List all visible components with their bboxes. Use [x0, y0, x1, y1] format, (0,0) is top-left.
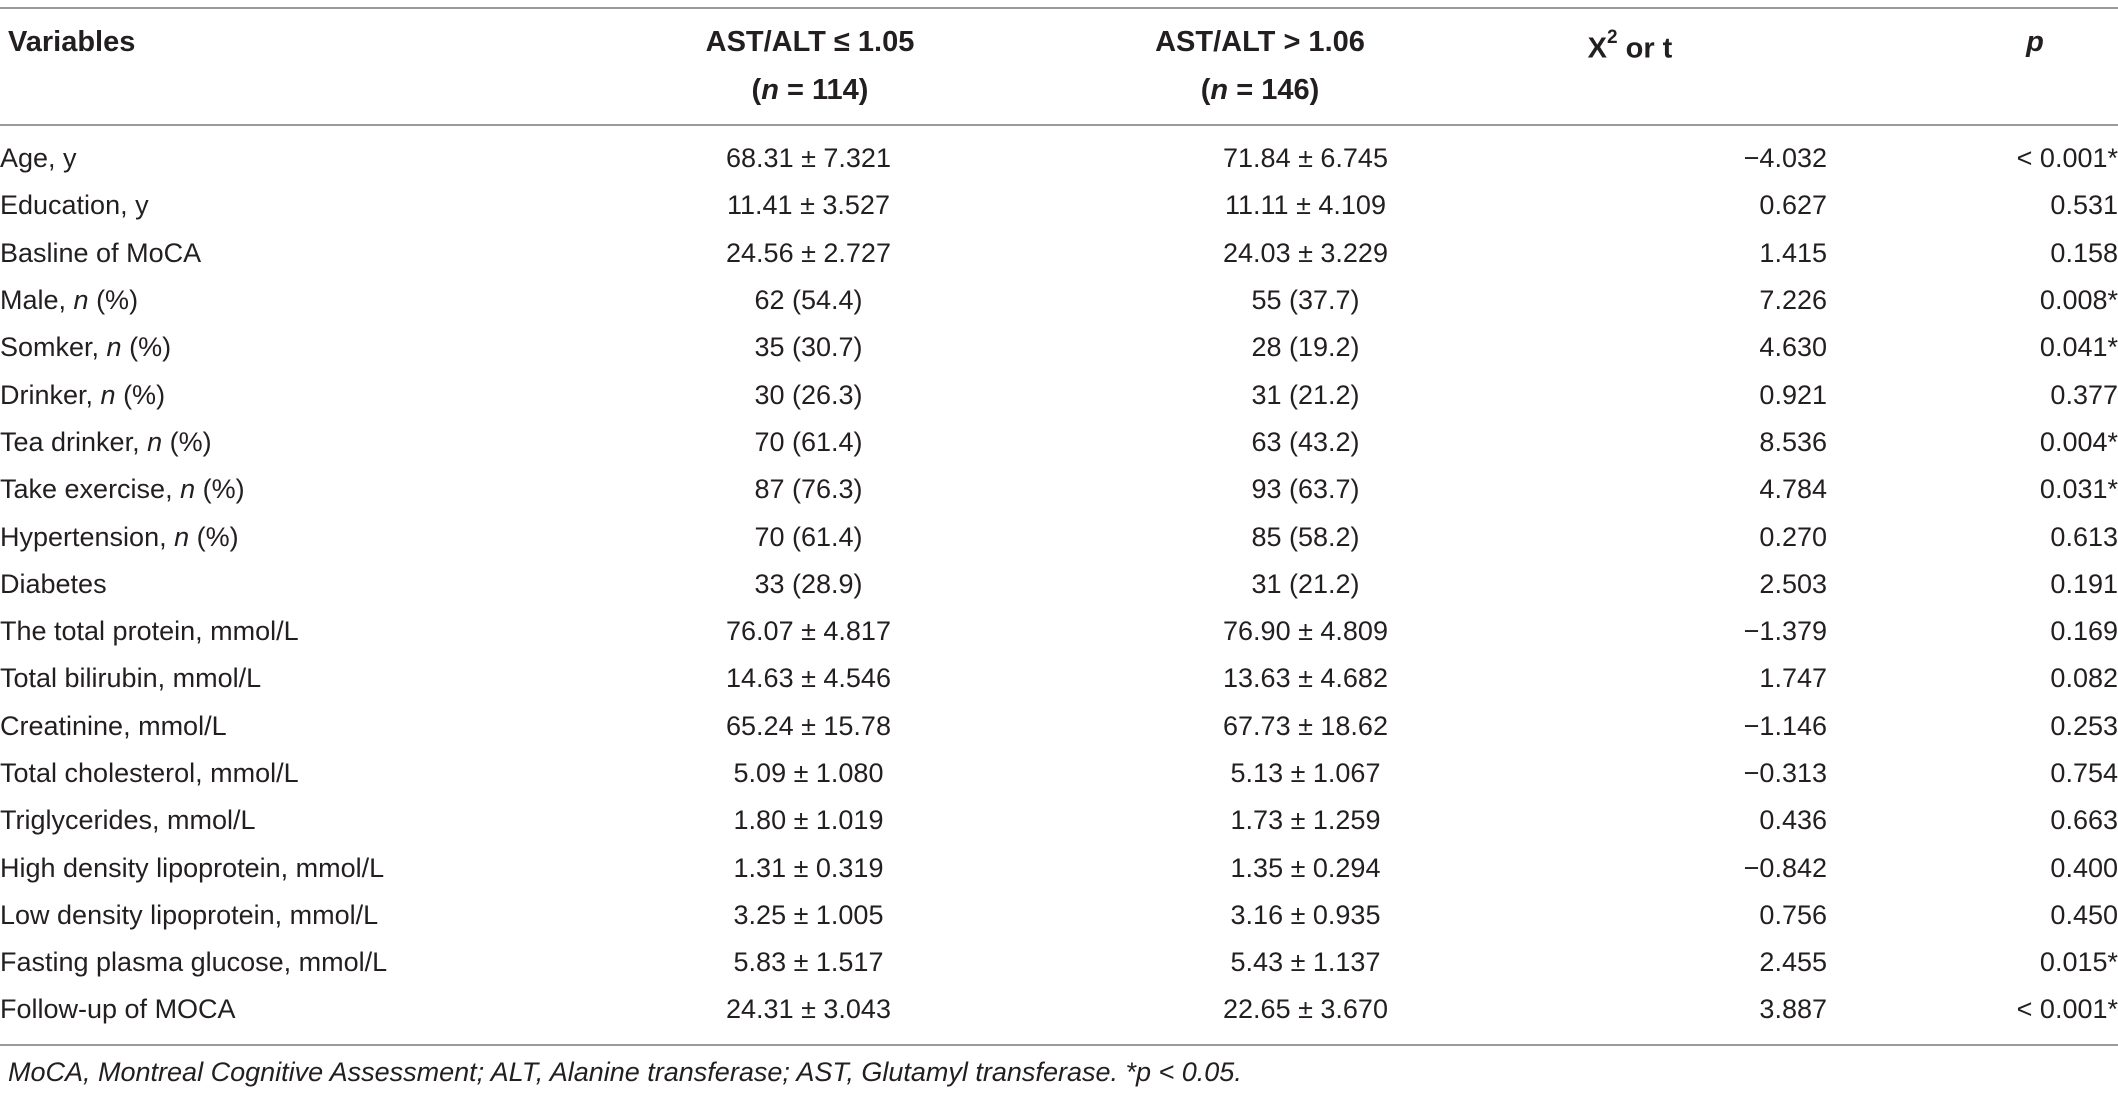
row-group2-value: 93 (63.7) [1251, 474, 1360, 505]
row-statistic: −0.313 [1743, 758, 1827, 788]
table-row [0, 750, 2118, 797]
header-stat-sup: 2 [1606, 27, 1618, 48]
row-variable [0, 892, 560, 939]
row-group2-value: 5.13 ± 1.067 [1230, 758, 1381, 788]
bottom-rule [0, 1044, 2118, 1046]
header-group2 [1010, 18, 1510, 114]
row-group2-value: 11.11 ± 4.109 [1225, 190, 1386, 221]
row-p-value: 0.041* [2039, 332, 2118, 363]
row-variable-label: High density lipoprotein, mmol/L [0, 852, 385, 883]
row-variable-label: Total cholesterol, mmol/L [0, 758, 299, 788]
table-row [0, 135, 2118, 182]
row-variable [0, 608, 560, 655]
row-group2-value: 67.73 ± 18.62 [1223, 710, 1388, 741]
header-p [1940, 18, 2118, 66]
row-p-value: 0.663 [2050, 805, 2118, 836]
row-group1-value: 1.80 ± 1.019 [733, 805, 884, 836]
row-variable-label: Low density lipoprotein, mmol/L [0, 899, 379, 930]
row-variable [0, 844, 560, 891]
row-variable [0, 939, 560, 986]
row-group1-value: 14.63 ± 4.546 [726, 663, 891, 694]
table-row [0, 561, 2118, 608]
row-variable [0, 703, 560, 750]
table-row [0, 797, 2118, 844]
row-statistic: −0.842 [1743, 852, 1827, 883]
row-variable-label: Diabetes [0, 568, 107, 599]
row-variable [0, 419, 560, 466]
table-row [0, 986, 2118, 1033]
header-statistic [1480, 18, 1780, 73]
header-p-label: p [2026, 26, 2044, 58]
row-variable-suffix: (%) [162, 426, 212, 457]
row-p-value: < 0.001* [2016, 143, 2118, 174]
table-row [0, 844, 2118, 891]
row-group2-value: 55 (37.7) [1251, 285, 1360, 316]
row-variable-label: Education, y [0, 190, 149, 221]
row-variable [0, 797, 560, 844]
row-group2-value: 31 (21.2) [1251, 379, 1360, 410]
table-rows [0, 135, 2118, 1034]
row-variable [0, 135, 560, 182]
row-p-value: 0.031* [2039, 474, 2118, 505]
row-statistic: 8.536 [1759, 426, 1827, 457]
row-variable-n-symbol: n [106, 332, 122, 363]
header-stat-x: X [1587, 32, 1607, 65]
table-row [0, 608, 2118, 655]
row-group2-value: 22.65 ± 3.670 [1223, 994, 1388, 1025]
row-variable [0, 655, 560, 702]
row-group1-value: 70 (61.4) [754, 521, 863, 552]
row-group2-value: 71.84 ± 6.745 [1223, 143, 1388, 174]
row-group1-value: 70 (61.4) [754, 426, 863, 457]
row-group1-value: 24.56 ± 2.727 [726, 237, 891, 268]
row-group1-value: 5.83 ± 1.517 [733, 947, 884, 978]
row-variable-n-symbol: n [100, 379, 116, 410]
header-variables-label: Variables [8, 26, 136, 58]
row-group2-value: 76.90 ± 4.809 [1223, 616, 1388, 647]
row-variable-suffix: (%) [189, 521, 239, 552]
row-variable [0, 277, 560, 324]
row-variable [0, 513, 560, 560]
header-group1 [560, 18, 1060, 114]
header-stat-rest: or t [1617, 32, 1673, 65]
row-group2-value: 28 (19.2) [1251, 332, 1360, 363]
table-row [0, 466, 2118, 513]
header-group2-n-symbol: n [1210, 74, 1229, 106]
header-group2-n: (n = 146) [1200, 74, 1320, 106]
row-group1-value: 76.07 ± 4.817 [726, 616, 891, 647]
header-group2-n-value: = 146) [1228, 74, 1320, 106]
row-statistic: 0.436 [1759, 805, 1827, 836]
header-group1-n-symbol: n [761, 74, 779, 106]
row-variable [0, 466, 560, 513]
row-variable-n-symbol: n [147, 426, 163, 457]
row-variable-label: Fasting plasma glucose, mmol/L [0, 947, 388, 978]
row-p-value: 0.191 [2050, 568, 2118, 599]
row-statistic: −4.032 [1743, 143, 1827, 174]
row-variable [0, 324, 560, 371]
header-group1-n-value: = 114) [778, 74, 869, 106]
row-statistic: 2.503 [1759, 568, 1827, 599]
table-footnote: MoCA, Montreal Cognitive Assessment; ALT, Alanine transferase; AST, Glutamyl transferase. *p < 0.05. [8, 1057, 1242, 1087]
table-row [0, 513, 2118, 560]
top-rule [0, 7, 2118, 9]
table-row [0, 230, 2118, 277]
table-row [0, 324, 2118, 371]
row-variable [0, 750, 560, 797]
row-p-value: 0.450 [2050, 899, 2118, 930]
row-group1-value: 68.31 ± 7.321 [726, 143, 891, 174]
row-variable-label: The total protein, mmol/L [0, 616, 299, 647]
row-variable-n-symbol: n [174, 521, 190, 552]
table-row [0, 655, 2118, 702]
row-group1-value: 11.41 ± 3.527 [727, 190, 890, 221]
row-p-value: 0.004* [2039, 426, 2118, 457]
row-group2-value: 24.03 ± 3.229 [1223, 237, 1388, 268]
row-group2-value: 5.43 ± 1.137 [1230, 947, 1381, 978]
table-row [0, 939, 2118, 986]
row-group2-value: 63 (43.2) [1251, 426, 1360, 457]
row-group2-value: 31 (21.2) [1251, 568, 1360, 599]
row-group1-value: 35 (30.7) [754, 332, 863, 363]
row-p-value: 0.613 [2050, 521, 2118, 552]
row-variable [0, 182, 560, 229]
row-group2-value: 3.16 ± 0.935 [1230, 899, 1381, 930]
row-variable-suffix: (%) [195, 474, 245, 505]
table-row [0, 703, 2118, 750]
row-variable-label: Hypertension, [0, 521, 175, 552]
row-statistic: −1.379 [1743, 616, 1827, 647]
row-p-value: 0.158 [2050, 237, 2118, 268]
row-p-value: 0.008* [2039, 285, 2118, 316]
row-variable [0, 986, 560, 1033]
row-statistic: 0.921 [1759, 379, 1827, 410]
row-group1-value: 87 (76.3) [754, 474, 863, 505]
row-p-value: 0.253 [2050, 710, 2118, 741]
row-group2-value: 1.35 ± 0.294 [1230, 852, 1381, 883]
header-group2-ratio: AST/ALT > 1.06 [1155, 26, 1365, 58]
row-group1-value: 3.25 ± 1.005 [733, 899, 884, 930]
row-statistic: 4.784 [1759, 474, 1827, 505]
row-variable-label: Triglycerides, mmol/L [0, 805, 256, 836]
header-variables [8, 18, 135, 66]
row-group1-value: 24.31 ± 3.043 [726, 994, 891, 1025]
table-row [0, 277, 2118, 324]
row-variable-suffix: (%) [115, 379, 166, 410]
row-group1-value: 5.09 ± 1.080 [733, 758, 884, 788]
row-p-value: 0.377 [2050, 379, 2118, 410]
row-group1-value: 65.24 ± 15.78 [726, 710, 891, 741]
row-statistic: 7.226 [1759, 285, 1827, 316]
row-variable-label: Creatinine, mmol/L [0, 710, 227, 741]
row-statistic: 0.756 [1759, 899, 1827, 930]
header-group1-ratio: AST/ALT ≤ 1.05 [705, 26, 915, 58]
row-variable-label: Take exercise, [0, 474, 181, 505]
row-variable-label: Male, [0, 285, 74, 316]
row-statistic: 0.627 [1759, 190, 1827, 221]
header-group1-n: (n = 114) [751, 74, 869, 106]
row-statistic: 2.455 [1759, 947, 1827, 978]
row-p-value: 0.754 [2050, 758, 2118, 788]
row-statistic: 0.270 [1759, 521, 1827, 552]
row-p-value: 0.400 [2050, 852, 2118, 883]
row-statistic: 4.630 [1759, 332, 1827, 363]
row-statistic: 1.747 [1759, 663, 1827, 694]
row-group1-value: 30 (26.3) [754, 379, 863, 410]
table-row [0, 892, 2118, 939]
row-group1-value: 1.31 ± 0.319 [733, 852, 884, 883]
row-statistic: 3.887 [1759, 994, 1827, 1025]
table-body [0, 135, 2118, 1034]
row-variable [0, 561, 560, 608]
row-group1-value: 33 (28.9) [754, 568, 863, 599]
header-rule [0, 124, 2118, 126]
row-p-value: 0.531 [2050, 190, 2118, 221]
row-variable-label: Somker, [0, 332, 107, 363]
row-variable-label: Drinker, [0, 379, 101, 410]
row-statistic: 1.415 [1759, 237, 1827, 268]
row-group2-value: 13.63 ± 4.682 [1223, 663, 1388, 694]
row-variable-label: Total bilirubin, mmol/L [0, 663, 262, 694]
row-variable-label: Follow-up of MOCA [0, 994, 236, 1025]
row-variable [0, 230, 560, 277]
row-variable-suffix: (%) [88, 285, 139, 316]
row-variable-label: Age, y [0, 143, 77, 174]
row-p-value: 0.169 [2050, 616, 2118, 647]
row-p-value: 0.015* [2039, 947, 2118, 978]
row-p-value: 0.082 [2050, 663, 2118, 694]
table-row [0, 419, 2118, 466]
row-group2-value: 1.73 ± 1.259 [1230, 805, 1381, 836]
row-variable-n-symbol: n [73, 285, 89, 316]
table-row [0, 371, 2118, 418]
row-variable-label: Basline of MoCA [0, 237, 202, 268]
row-variable [0, 371, 560, 418]
row-variable-label: Tea drinker, [0, 426, 148, 457]
table-row [0, 182, 2118, 229]
row-variable-n-symbol: n [180, 474, 196, 505]
row-statistic: −1.146 [1743, 710, 1827, 741]
row-p-value: < 0.001* [2016, 994, 2118, 1025]
row-group1-value: 62 (54.4) [754, 285, 863, 316]
row-group2-value: 85 (58.2) [1251, 521, 1360, 552]
row-variable-suffix: (%) [121, 332, 172, 363]
